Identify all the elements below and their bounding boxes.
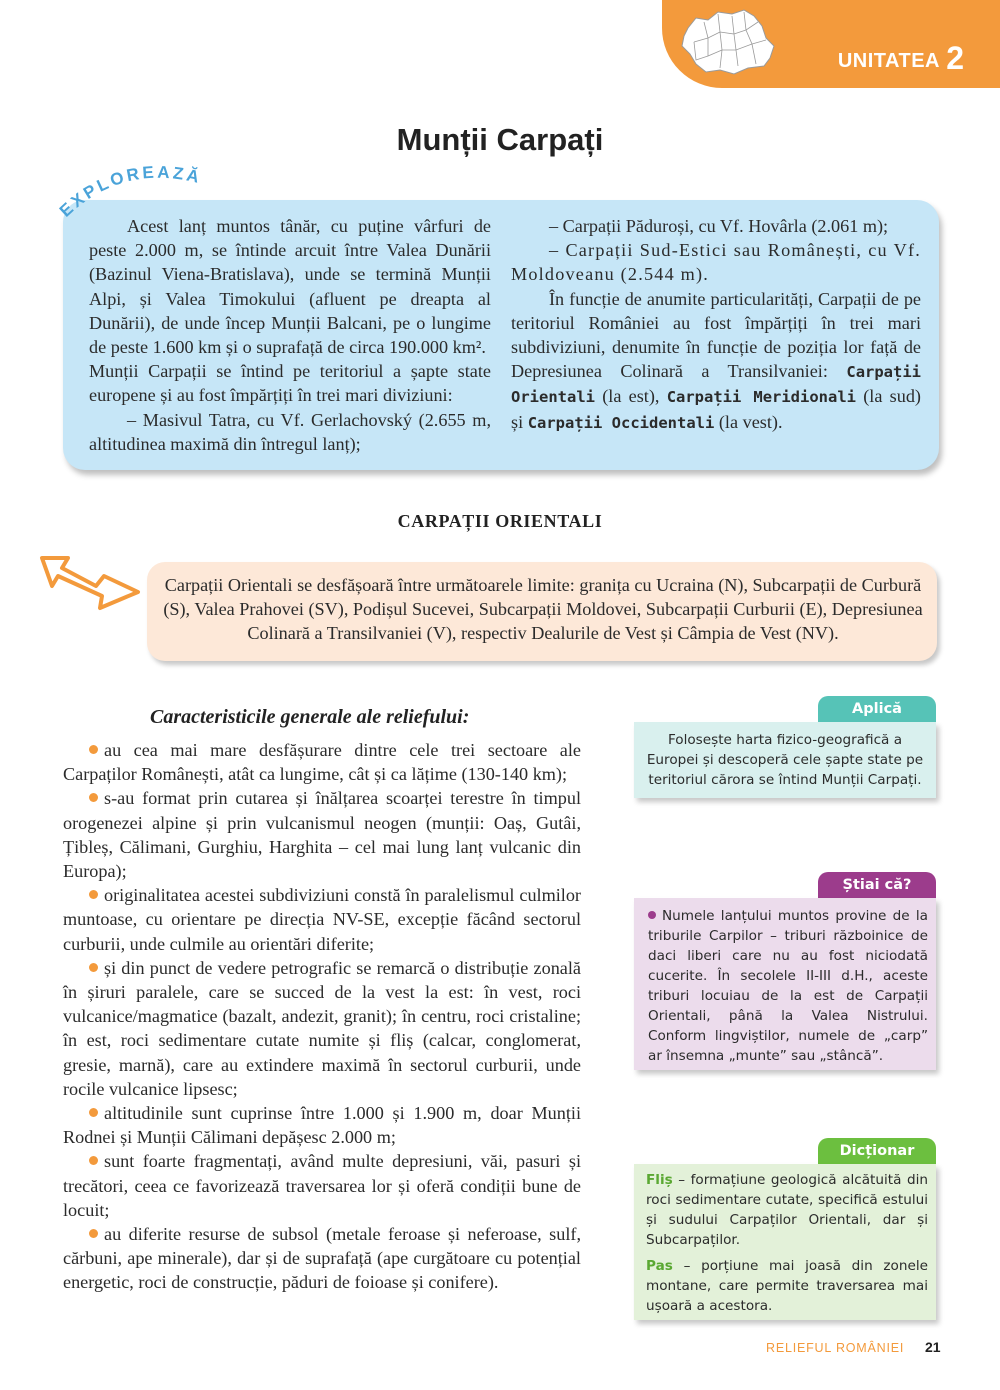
unit-label: UNITATEA	[837, 50, 940, 72]
list-item	[63, 1222, 581, 1295]
unit-number: 2	[946, 40, 964, 76]
svg-text:EXPLOREAZĂ	[56, 163, 204, 221]
limits-box	[147, 562, 937, 661]
explore-paragraph: – Masivul Tatra, cu Vf. Gerlachovský (2.655 m, altitudinea maximă din întregul lanț);	[89, 409, 491, 454]
page-number: 21	[925, 1339, 941, 1355]
did-you-know-text: Numele lanțului muntos provine de la triburile Carpilor – triburi războinice de daci liberi care nu au fost niciodată cucerite. În secolele II-III d.H., aceste triburi locuiau de la est de Carpații Orientali, până la Valea Nistrului. Conform lingviștilor, numele de „carp” ar însemna „munte” sau „stâncă”.	[648, 908, 928, 1064]
apply-tab: Aplică	[818, 696, 936, 722]
explore-paragraph: – Carpații Sud-Estici sau Românești, cu Vf. Moldoveanu (2.544 m).	[511, 240, 921, 285]
apply-box	[634, 722, 936, 798]
list-item-text: altitudinile sunt cuprinse între 1.000 și 1.900 m, doar Munții Rodnei și Munții Călimani depășesc 2.000 m;	[63, 1103, 581, 1148]
bullet-icon	[89, 793, 98, 802]
explore-text: În funcție de anumite particularități, Carpații de pe teritoriul României au fost împărțiți în trei mari subdiviziuni, denumite în funcție de poziția lor față de Depresiunea Colinară a Transilvaniei:	[511, 288, 921, 382]
page-title: Munții Carpați	[396, 122, 604, 157]
bullet-icon	[89, 1229, 98, 1238]
characteristics-title: Caracteristicile generale ale reliefului:	[150, 706, 470, 728]
unit-tab	[662, 0, 1000, 88]
explore-paragraph: Munții Carpații se întind pe teritoriul a șapte state europene și au fost împărțiți în trei mari diviziuni:	[89, 361, 491, 406]
romania-map-icon	[674, 8, 780, 80]
characteristics-list	[63, 738, 581, 1295]
did-you-know-box	[634, 898, 936, 1070]
list-item	[63, 1101, 581, 1149]
dictionary-definition: – porțiune mai joasă din zonele montane, care permite traversarea mai ușoară a acestora.	[646, 1258, 928, 1314]
dictionary-box	[634, 1164, 936, 1320]
dictionary-entry	[634, 1164, 936, 1250]
explore-paragraph: Acest lanț muntos tânăr, cu puține vârfuri de peste 2.000 m, se întinde arcuit între Valea Dunării (Bazinul Viena-Bratislava), unde se termină Munții Alpi, și Valea Timokului (afluent pe dreapta al Dunării), de unde încep Munții Balcani, pe o lungime de peste 1.600 km și o suprafață de circa 190.000 km².	[89, 216, 491, 358]
list-item-text: sunt foarte fragmentați, având multe depresiuni, văi, pasuri și trecători, ceea ce favorizează traversarea lor și oferă condiții bune de locuit;	[63, 1151, 581, 1220]
limits-text: Carpații Orientali se desfășoară între următoarele limite: granița cu Ucraina (N), Subcarpații de Curbură (S), Valea Prahovei (SV), Podișul Sucevei, Subcarpații Moldovei, Subcarpații Curburii (E), Depresiunea Colinară a Transilvaniei (V), respectiv Dealurile de Vest și Câmpia de Vest (NV).	[163, 575, 923, 644]
dictionary-term: Fliș	[646, 1172, 673, 1188]
arrow-icon	[38, 552, 148, 612]
explore-box	[63, 200, 939, 470]
bullet-icon	[89, 1108, 98, 1117]
list-item-text: s-au format prin cutarea și înălțarea scoarței terestre în timpul orogenezei alpine și prin vulcanismul neogen (munții: Oaș, Gutâi, Țibleș, Călimani, Gurghiu, Harghita – cel mai lung lanț vulcanic din Europa);	[63, 788, 581, 882]
bullet-icon	[89, 1156, 98, 1165]
bullet-icon	[89, 963, 98, 972]
dictionary-tab: Dicționar	[818, 1138, 936, 1164]
bullet-icon	[89, 890, 98, 899]
explore-text: (la est),	[595, 386, 667, 407]
footer-section: RELIEFUL ROMÂNIEI	[766, 1341, 905, 1355]
list-item	[63, 738, 581, 786]
list-item-text: au diferite resurse de subsol (metale feroase și neferoase, sulf, cărbuni, ape minerale), dar și de suprafață (ape curgătoare cu potențial energetic, roci de construcție, păduri de foioase și conifere).	[63, 1224, 581, 1293]
bullet-icon	[648, 911, 656, 919]
bold-term: Carpații Orientali	[511, 363, 922, 407]
dictionary-term: Pas	[646, 1258, 673, 1274]
explore-label-text: EXPLOREAZĂ	[55, 162, 204, 221]
explore-column-left	[89, 214, 491, 456]
list-item-text: și din punct de vedere petrografic se remarcă o distribuție zonală în șiruri paralele, care se succed de la vest la est: în vest, roci vulcanice/magmatice (bazalt, andezit, granit); în centru, roci cristaline; în est, roci sedimentare cutate numite și fliș (calcar, conglomerat, gresie, marnă), care au extindere maximă în sectorul curburii, unde rocile vulcanice lipsesc;	[63, 957, 581, 1099]
explore-text: (la sud) și	[511, 386, 921, 432]
explore-label	[52, 160, 212, 230]
list-item	[63, 956, 581, 1101]
list-item	[63, 1149, 581, 1222]
explore-text: (la vest).	[714, 411, 783, 432]
list-item-text: originalitatea acestei subdiviziuni constă în paralelismul culmilor muntoase, cu orientare pe direcția NV-SE, excepție făcând sectorul curburii, unde culmile au orientări diferite;	[63, 885, 581, 954]
dictionary-entry	[634, 1250, 936, 1316]
dictionary-definition: – formațiune geologică alcătuită din roci sedimentare cutate, specifică estului și sudului Carpaților Orientali, dar și Subcarpaților.	[646, 1172, 928, 1248]
section-heading: CARPAȚII ORIENTALI	[397, 511, 603, 531]
explore-paragraph	[511, 287, 921, 435]
did-you-know-paragraph	[634, 898, 936, 1066]
explore-column-right	[511, 214, 921, 435]
bold-term: Carpații Occidentali	[527, 413, 715, 432]
bullet-icon	[89, 745, 98, 754]
list-item	[63, 786, 581, 883]
list-item	[63, 883, 581, 956]
bold-term: Carpații Meridionali	[666, 388, 857, 407]
apply-text: Folosește harta fizico-geografică a Europei și descoperă cele șapte state pe teritoriul cărora se întind Munții Carpați.	[646, 732, 924, 788]
list-item-text: au cea mai mare desfășurare dintre cele trei sectoare ale Carpaților Românești, atât ca lungime, cât și ca lățime (130-140 km);	[63, 740, 581, 785]
explore-paragraph: – Carpații Păduroși, cu Vf. Hovârla (2.061 m);	[549, 216, 889, 236]
did-you-know-tab: Știai că?	[818, 872, 936, 898]
